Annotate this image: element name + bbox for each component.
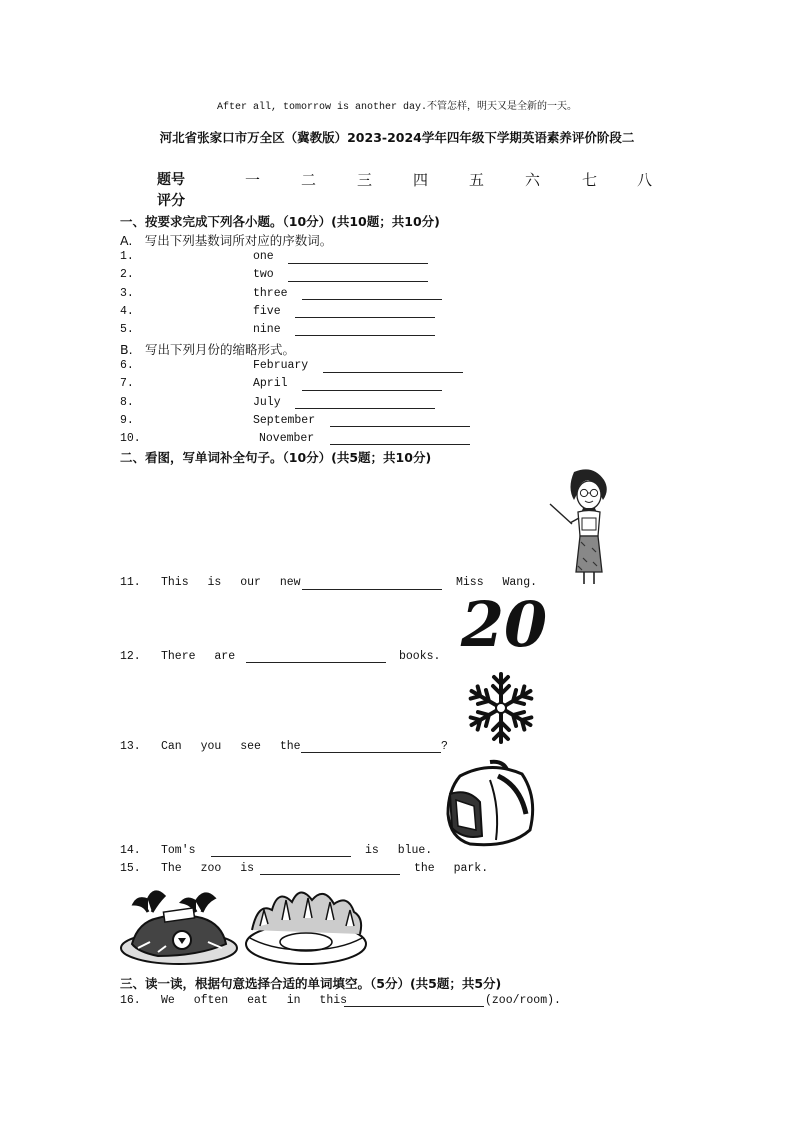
part-b-instruction: B. 写出下列月份的缩略形式。 [120, 342, 296, 357]
item-word: September [253, 414, 316, 427]
zoo-icon [118, 882, 240, 968]
item-number: 5. [120, 323, 134, 336]
score-row2-label: 评分 [157, 193, 185, 209]
item-word: February [253, 359, 309, 372]
score-col-8: 八 [637, 171, 653, 189]
item-number: 7. [120, 377, 134, 390]
question-number: 16. [120, 994, 141, 1007]
answer-line[interactable] [211, 856, 351, 857]
item-word: July [253, 396, 281, 409]
sentence-end: (zoo/room). [485, 994, 561, 1007]
answer-line[interactable] [295, 317, 435, 318]
item-number: 1. [120, 250, 134, 263]
sentence-start: This is our new [161, 576, 301, 589]
sentence-end: Miss Wang. [456, 576, 538, 589]
park-icon [242, 880, 370, 968]
score-col-7: 七 [582, 171, 598, 189]
sentence-start: Can you see the [161, 740, 301, 753]
question-number: 15. [120, 862, 141, 875]
answer-line[interactable] [302, 299, 442, 300]
answer-line[interactable] [330, 426, 470, 427]
score-col-1: 一 [245, 171, 261, 189]
schoolbag-icon [440, 758, 540, 850]
item-number: 3. [120, 287, 134, 300]
answer-line[interactable] [302, 390, 442, 391]
motto: After all, tomorrow is another day.不管怎样，明天又是全新的一天。 [216, 102, 578, 113]
item-number: 8. [120, 396, 134, 409]
sentence-end: the park. [414, 862, 489, 875]
answer-line[interactable] [260, 874, 400, 875]
question-number: 12. [120, 650, 141, 663]
item-number: 6. [120, 359, 134, 372]
item-word: two [253, 268, 274, 281]
sentence-start: There are [161, 650, 236, 663]
answer-line[interactable] [295, 408, 435, 409]
sentence-start: We often eat in this [161, 994, 348, 1007]
item-number: 4. [120, 305, 134, 318]
sentence-start: The zoo is [161, 862, 255, 875]
sentence-end: ? [441, 740, 448, 753]
item-word: November [259, 432, 315, 445]
answer-line[interactable] [302, 589, 442, 590]
answer-line[interactable] [330, 444, 470, 445]
teacher-icon [548, 466, 618, 586]
answer-line[interactable] [246, 662, 386, 663]
item-number: 2. [120, 268, 134, 281]
score-col-6: 六 [525, 171, 541, 189]
twenty-icon [456, 592, 552, 662]
score-col-4: 四 [413, 171, 429, 189]
score-col-3: 三 [357, 171, 373, 189]
question-number: 13. [120, 740, 141, 753]
item-word: five [253, 305, 281, 318]
question-number: 14. [120, 844, 141, 857]
sentence-end: is blue. [365, 844, 433, 857]
item-word: April [253, 377, 288, 390]
item-word: three [253, 287, 288, 300]
part-a-instruction: A. 写出下列基数词所对应的序数词。 [120, 233, 333, 248]
twenty-text: 20 [460, 592, 548, 661]
page-title: 河北省张家口市万全区（冀教版）2023-2024学年四年级下学期英语素养评价阶段二 [159, 130, 635, 145]
sentence-end: books. [399, 650, 441, 663]
answer-line[interactable] [288, 281, 428, 282]
answer-line[interactable] [344, 1006, 484, 1007]
score-col-2: 二 [301, 171, 317, 189]
item-word: one [253, 250, 274, 263]
section-3-heading: 三、读一读，根据句意选择合适的单词填空。（5分）(共5题；共5分) [120, 976, 502, 991]
item-word: nine [253, 323, 281, 336]
answer-line[interactable] [288, 263, 428, 264]
question-number: 11. [120, 576, 141, 589]
section-2-heading: 二、看图，写单词补全句子。（10分）(共5题；共10分) [120, 450, 432, 465]
answer-line[interactable] [323, 372, 463, 373]
score-row-label: 题号 [157, 172, 185, 188]
item-number: 9. [120, 414, 134, 427]
answer-line[interactable] [301, 752, 441, 753]
sentence-start: Tom's [161, 844, 196, 857]
section-1-heading: 一、按要求完成下列各小题。（10分）(共10题；共10分) [120, 214, 440, 229]
snowflake-icon [464, 668, 538, 748]
answer-line[interactable] [295, 335, 435, 336]
item-number: 10. [120, 432, 141, 445]
score-col-5: 五 [469, 171, 485, 189]
